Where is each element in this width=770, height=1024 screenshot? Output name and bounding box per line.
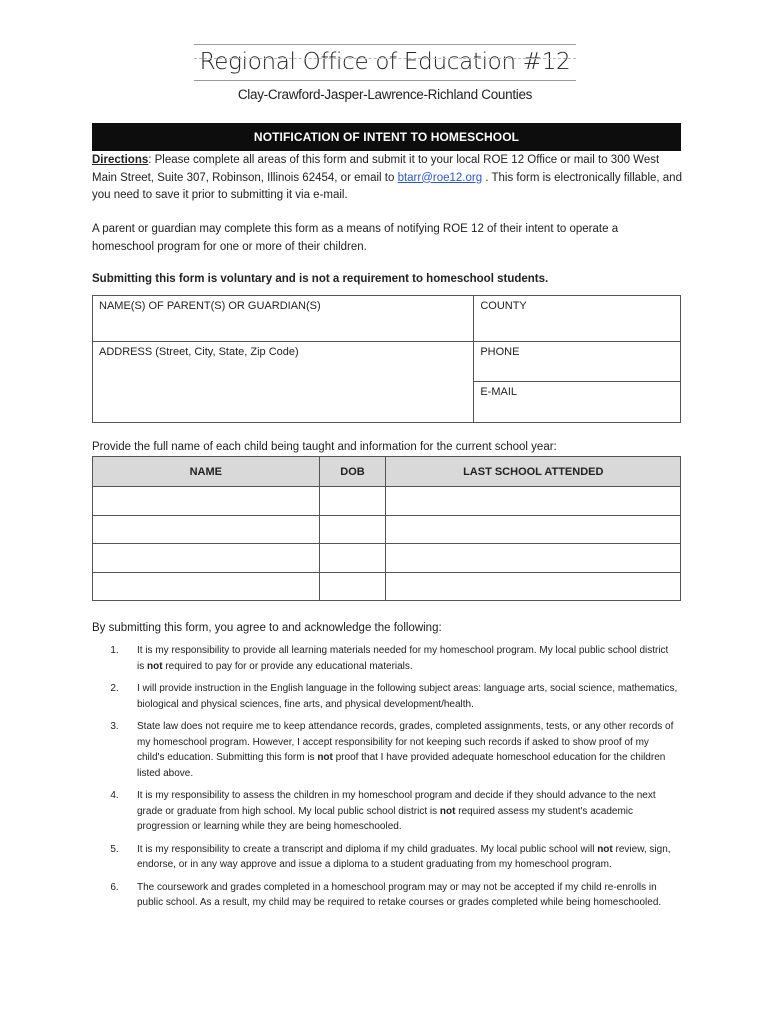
logo [0,44,770,81]
children-table [92,456,681,601]
county-field[interactable] [474,296,681,342]
address-field[interactable] [93,342,474,423]
table-row [93,487,681,516]
child-name-cell[interactable] [93,487,320,516]
item-text-a: It is my responsibility to provide all learning materials needed for my homeschool program. My local public school district is [137,645,669,672]
item-number: 4. [110,790,119,801]
child-school-cell[interactable] [386,515,681,544]
agreement-intro: By submitting this form, you agree to and acknowledge the following: [92,622,442,634]
parent-paragraph: A parent or guardian may complete this form as a means of notifying ROE 12 of their intent to operate a homeschool program for one or more of their children. [92,223,619,253]
email-field[interactable] [474,382,681,423]
child-school-cell[interactable] [386,544,681,573]
parent-info-table [92,295,681,423]
list-item [92,842,682,873]
list-item [92,681,682,712]
col-header-last-school: LAST SCHOOL ATTENDED [386,457,681,487]
item-number: 1. [110,645,119,656]
directions-label: Directions [92,154,149,166]
item-text-bold: not [147,660,163,672]
item-text-a: It is my responsibility to assess the children in my homeschool program and decide if they should advance to the next grade or graduate from high school. My local public school district is [137,790,656,817]
item-number: 5. [110,843,119,855]
county-label: COUNTY [480,300,527,312]
address-label: ADDRESS (Street, City, State, Zip Code) [99,346,299,358]
item-text-c: required to pay for or provide any educational materials. [162,660,413,672]
item-text [137,681,682,712]
item-text-a: It is my responsibility to create a transcript and diploma if my child graduates. My local public school will [137,843,598,855]
item-text-c: review, sign, endorse, or in any way approve and issue a diploma to a student graduating from my homeschool program. [137,843,671,870]
table-row [93,515,681,544]
list-item [92,788,682,835]
item-number: 3. [110,721,119,732]
child-school-cell[interactable] [386,572,681,601]
item-text-bold: not [317,752,333,763]
child-dob-cell[interactable] [319,515,386,544]
item-text-a: State law does not require me to keep attendance records, grades, completed assignments, tests, or any other records of my homeschool program. However, I accept responsibility for not keeping such records if asked to show proof of my child's education. Submitting this form is [137,721,674,763]
item-text-bold: not [439,805,456,817]
table-row [93,544,681,573]
list-item [92,643,682,674]
col-header-dob: DOB [319,457,386,487]
item-text [137,880,682,911]
child-school-cell[interactable] [386,487,681,516]
child-name-cell[interactable] [93,515,320,544]
item-number: 6. [110,881,119,893]
logo-title: Regional Office of Education #12 [194,44,577,81]
phone-label: PHONE [480,346,520,358]
phone-field[interactable] [474,342,681,382]
email-link[interactable]: btarr@roe12.org [397,171,483,184]
item-text [137,643,682,674]
list-item [92,880,682,911]
child-dob-cell[interactable] [319,572,386,601]
item-text-c: proof that I have provided adequate homeschool education for the children listed above. [137,752,666,779]
agreement-list [92,643,682,911]
voluntary-notice: Submitting this form is voluntary and is not a requirement to homeschool students. [92,273,549,285]
list-item [92,719,682,781]
table-row [93,572,681,601]
directions-paragraph [92,152,682,205]
item-number: 2. [110,683,119,694]
item-text-a: I will provide instruction in the English language in the following subject areas: language arts, social science, mathematics, biological and physical sciences, fine arts, and physical development/health. [137,683,678,710]
children-intro: Provide the full name of each child being taught and information for the current school year: [92,441,557,453]
form-title-banner: NOTIFICATION OF INTENT TO HOMESCHOOL [92,123,681,151]
parent-names-label: NAME(S) OF PARENT(S) OR GUARDIAN(S) [99,300,321,312]
item-text [137,842,682,873]
parent-names-field[interactable] [93,296,474,342]
item-text-a: The coursework and grades completed in a homeschool program may or may not be accepted if my child re-enrolls in public school. As a result, my child may be required to retake courses or grades completed while being homeschooled. [137,881,662,908]
item-text-c: required assess my student's academic progression or learning while they are being homeschooled. [137,805,634,832]
directions-text-1: : Please complete all areas of this form and submit it to your local ROE 12 Office or mail to 300 West Main Street, Suite 307, Robinson, Illinois 62454, or email to [92,154,660,184]
directions-text-2: . This form is electronically fillable, and you need to save it prior to submitting it via e-mail. [92,171,682,201]
item-text-bold: not [597,843,613,855]
item-text [137,719,682,781]
child-name-cell[interactable] [93,572,320,601]
logo-subtitle: Clay-Crawford-Jasper-Lawrence-Richland Counties [237,87,533,102]
col-header-name: NAME [93,457,320,487]
child-dob-cell[interactable] [319,487,386,516]
email-label: E-MAIL [480,386,518,398]
child-name-cell[interactable] [93,544,320,573]
item-text [137,788,682,835]
child-dob-cell[interactable] [319,544,386,573]
